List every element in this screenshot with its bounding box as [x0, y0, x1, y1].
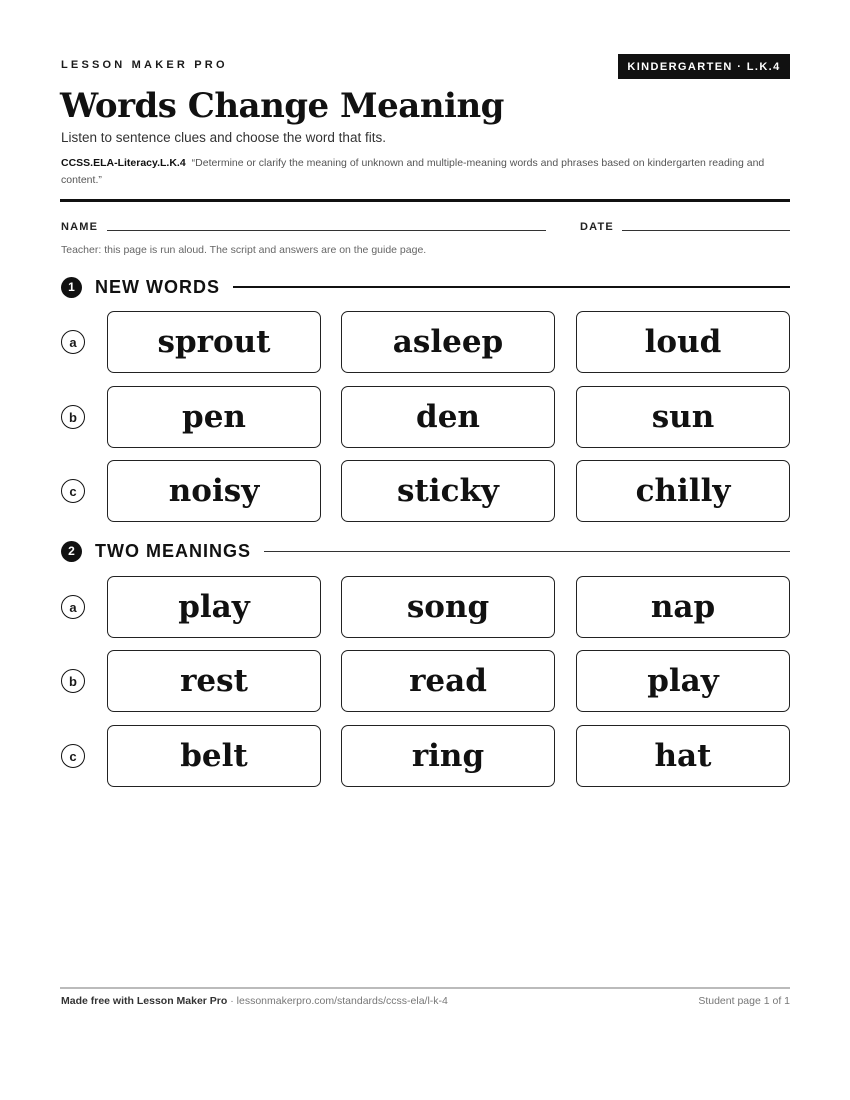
row-letter-badge: c: [61, 479, 85, 503]
date-field-line[interactable]: [622, 230, 790, 231]
word-choice-card[interactable]: rest: [107, 650, 321, 712]
section-title: TWO MEANINGS: [95, 540, 251, 561]
footer-divider: [60, 987, 790, 989]
word-choice-card[interactable]: ring: [341, 725, 555, 787]
word-choice-card[interactable]: read: [341, 650, 555, 712]
footer-made-with: Made free with Lesson Maker Pro: [61, 995, 228, 1007]
page-subtitle: Listen to sentence clues and choose the word that fits.: [61, 130, 386, 145]
row-letter-badge: a: [61, 595, 85, 619]
question-row: [61, 650, 790, 712]
word-choice-card[interactable]: song: [341, 576, 555, 638]
standard-block: [61, 155, 801, 189]
word-choice-card[interactable]: sticky: [341, 460, 555, 522]
date-label: DATE: [580, 221, 614, 233]
section-number: 2: [61, 541, 82, 562]
question-row: [61, 460, 790, 522]
section-header-two-meanings: [61, 540, 790, 562]
section-title: NEW WORDS: [95, 276, 220, 297]
name-field-line[interactable]: [107, 230, 546, 231]
word-choice-card[interactable]: asleep: [341, 311, 555, 373]
page-title: Words Change Meaning: [60, 86, 504, 126]
row-letter-badge: a: [61, 330, 85, 354]
question-row: [61, 576, 790, 638]
word-choice-card[interactable]: noisy: [107, 460, 321, 522]
word-choice-card[interactable]: pen: [107, 386, 321, 448]
standard-code: CCSS.ELA-Literacy.L.K.4: [61, 157, 186, 169]
word-choice-card[interactable]: sun: [576, 386, 790, 448]
teacher-note: Teacher: this page is run aloud. The script and answers are on the guide page.: [61, 244, 427, 256]
section-number: 1: [61, 277, 82, 298]
standard-text: “Determine or clarify the meaning of unknown and multiple-meaning words and phrases based on kindergarten reading and content.”: [61, 157, 765, 186]
footer-credit: [61, 995, 448, 1007]
footer-url-link[interactable]: · lessonmakerpro.com/standards/ccss-ela/l-k-4: [227, 995, 448, 1007]
row-letter-badge: b: [61, 669, 85, 693]
word-choice-card[interactable]: loud: [576, 311, 790, 373]
section-rule: [264, 551, 790, 552]
brand-name: LESSON MAKER PRO: [61, 59, 228, 71]
footer-page-number: Student page 1 of 1: [698, 995, 790, 1007]
word-choice-card[interactable]: chilly: [576, 460, 790, 522]
header-divider: [60, 199, 790, 202]
word-choice-card[interactable]: hat: [576, 725, 790, 787]
grade-badge: KINDERGARTEN · L.K.4: [618, 54, 790, 79]
word-choice-card[interactable]: belt: [107, 725, 321, 787]
row-letter-badge: c: [61, 744, 85, 768]
word-choice-card[interactable]: play: [576, 650, 790, 712]
word-choice-card[interactable]: den: [341, 386, 555, 448]
question-row: [61, 725, 790, 787]
question-row: [61, 386, 790, 448]
question-row: [61, 311, 790, 373]
word-choice-card[interactable]: sprout: [107, 311, 321, 373]
word-choice-card[interactable]: play: [107, 576, 321, 638]
word-choice-card[interactable]: nap: [576, 576, 790, 638]
name-label: NAME: [61, 221, 99, 233]
row-letter-badge: b: [61, 405, 85, 429]
section-rule: [233, 286, 790, 288]
section-header-new-words: [61, 276, 790, 298]
